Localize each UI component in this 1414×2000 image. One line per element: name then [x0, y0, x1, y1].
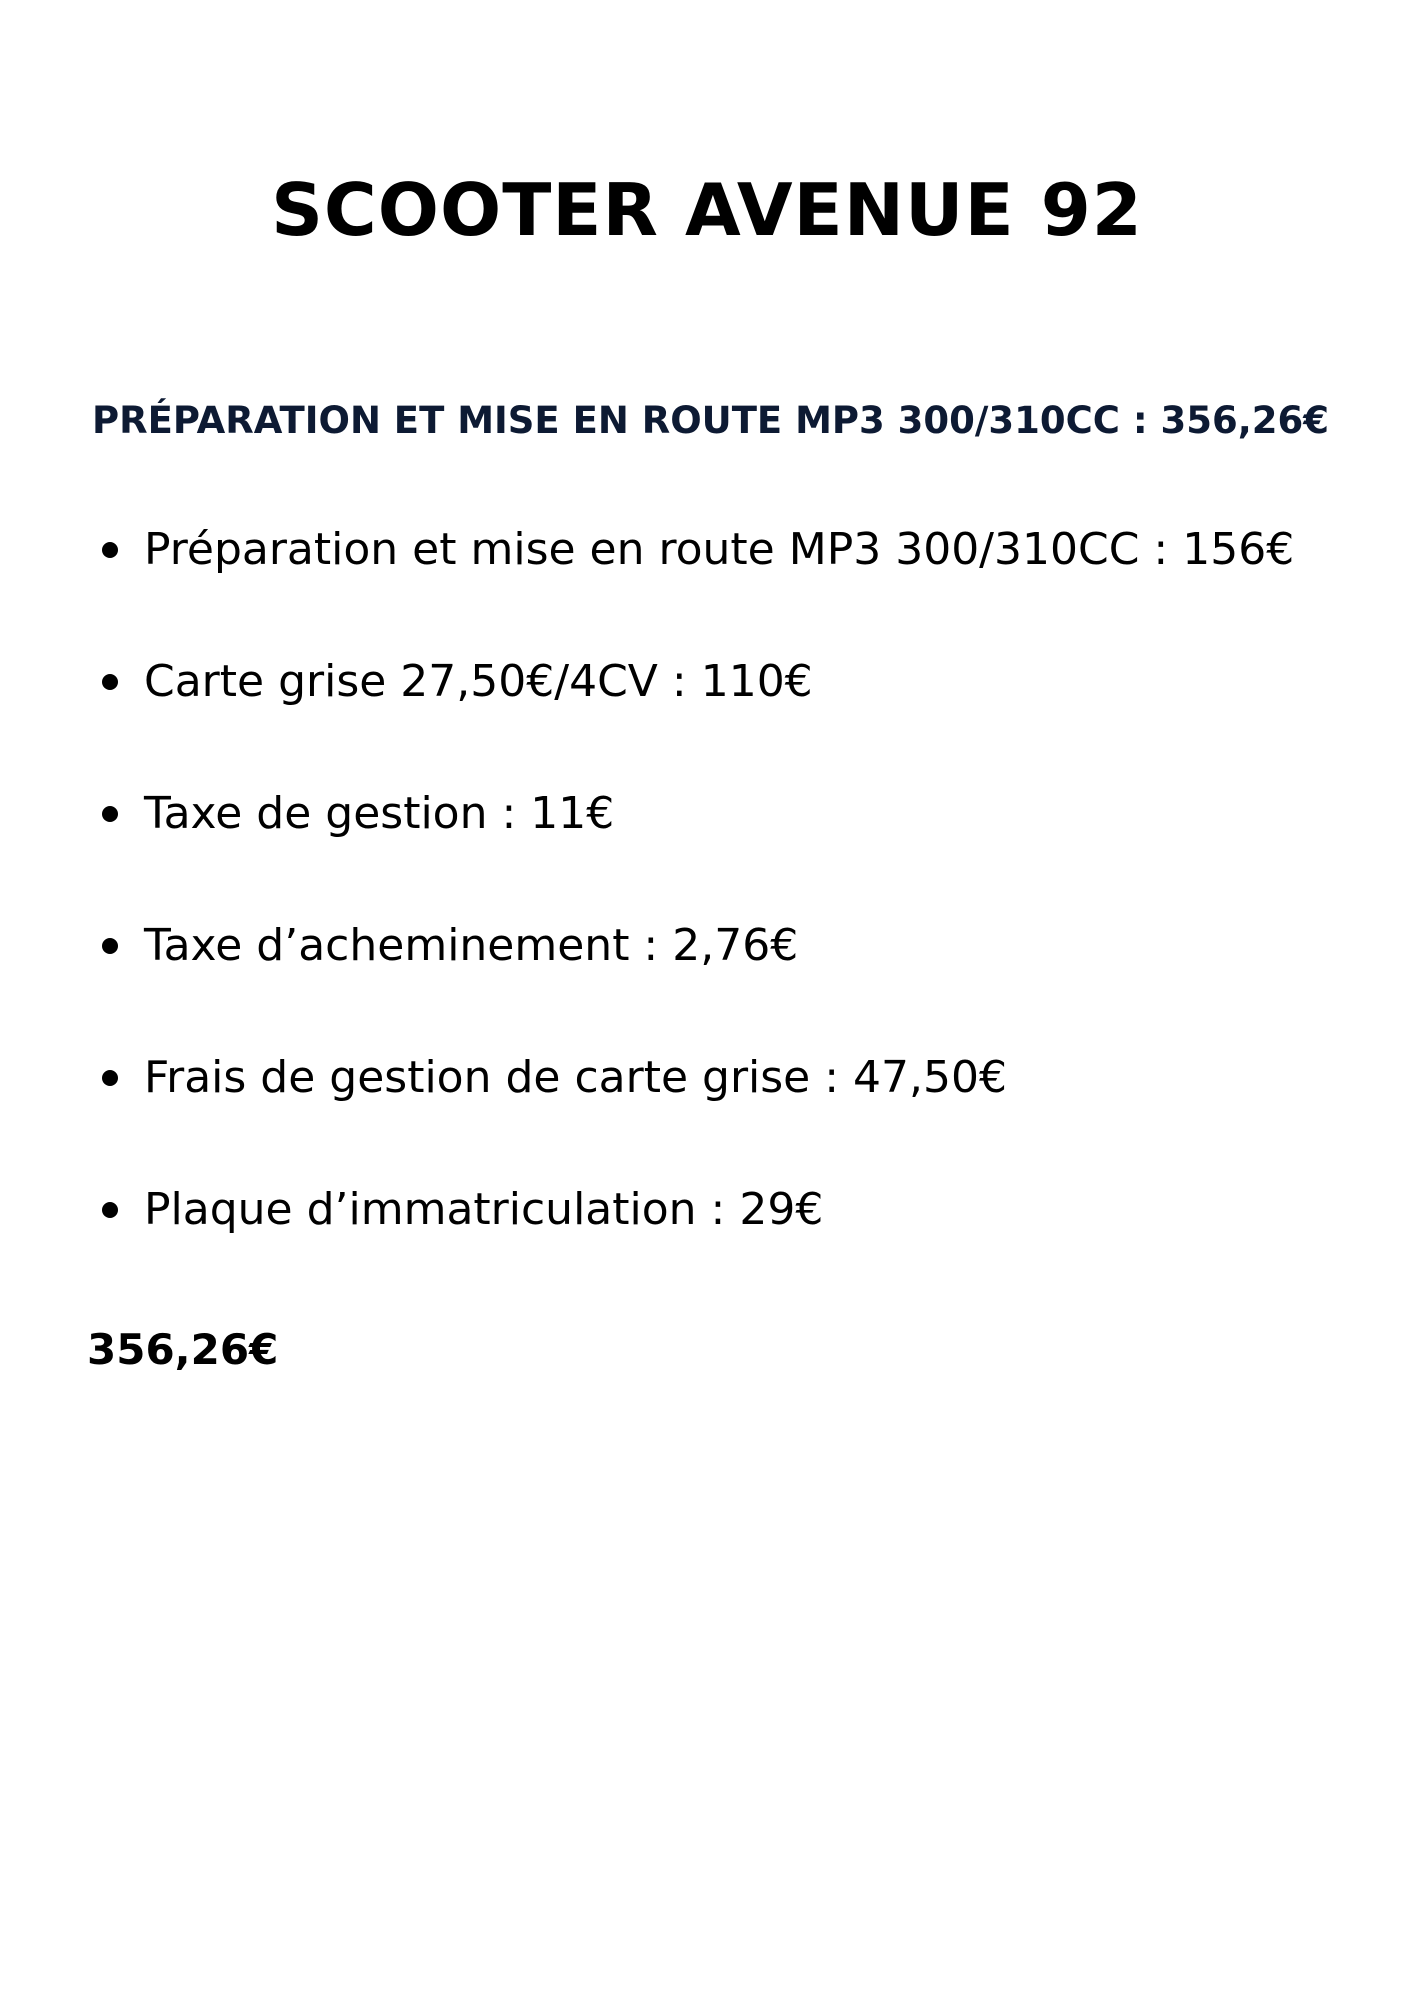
list-item [92, 1178, 1294, 1310]
price-list [92, 518, 1294, 1310]
total-amount: 356,26€ [87, 1325, 279, 1374]
list-item [92, 1046, 1294, 1178]
list-item-text: Frais de gestion de carte grise : 47,50€ [144, 1052, 1008, 1103]
list-item [92, 650, 1294, 782]
list-item [92, 914, 1294, 1046]
list-item-text: Taxe de gestion : 11€ [144, 788, 615, 839]
bullet-icon [102, 674, 118, 690]
list-item [92, 782, 1294, 914]
bullet-icon [102, 1070, 118, 1086]
section-heading: PRÉPARATION ET MISE EN ROUTE MP3 300/310CC : 356,26€ [92, 399, 1330, 442]
bullet-icon [102, 806, 118, 822]
list-item-text: Plaque d’immatriculation : 29€ [144, 1184, 824, 1235]
list-item [92, 518, 1294, 650]
bullet-icon [102, 938, 118, 954]
bullet-icon [102, 1202, 118, 1218]
bullet-icon [102, 542, 118, 558]
list-item-text: Préparation et mise en route MP3 300/310CC : 156€ [144, 524, 1295, 575]
list-item-text: Carte grise 27,50€/4CV : 110€ [144, 656, 813, 707]
page-title: SCOOTER AVENUE 92 [271, 168, 1143, 252]
list-item-text: Taxe d’acheminement : 2,76€ [144, 920, 799, 971]
